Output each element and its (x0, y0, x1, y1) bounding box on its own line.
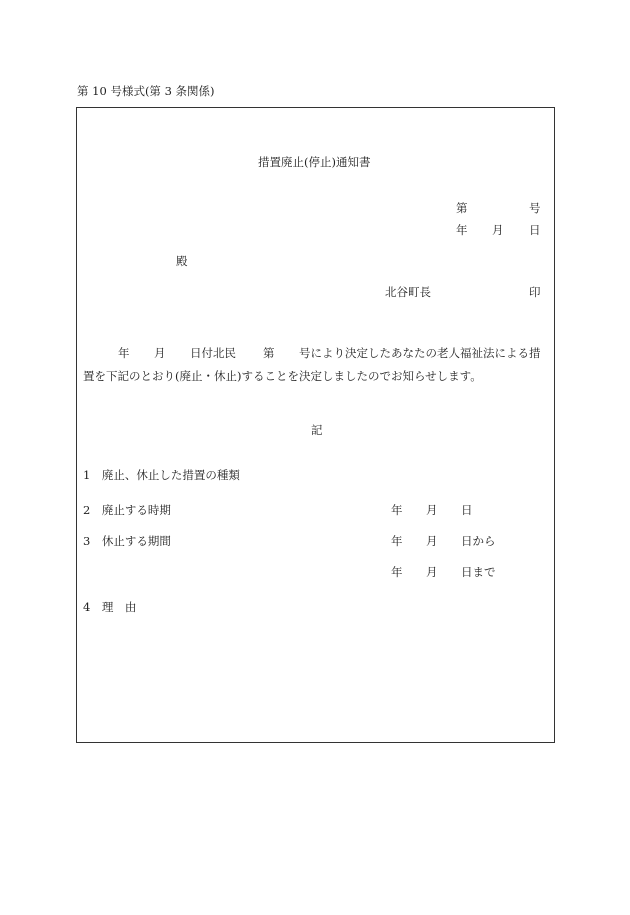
item-2-month: 月 (426, 503, 438, 517)
seal-mark: 印 (529, 285, 541, 299)
issue-date-year: 年 (456, 223, 468, 237)
body-line-1-rest: 号により決定したあなたの老人福祉法による措 (299, 346, 541, 360)
body-text-line-2: 置を下記のとおり(廃止・休止)することを決定しましたのでお知らせします。 (83, 369, 482, 383)
item-3-end-year: 年 (391, 565, 403, 579)
issue-date-day: 日 (529, 223, 541, 237)
item-3-end-month: 月 (426, 565, 438, 579)
item-3-start-month: 月 (426, 534, 438, 548)
item-4-label: 4 理 由 (83, 600, 137, 614)
item-2-day: 日 (461, 503, 473, 517)
item-3-end-day: 日まで (461, 565, 496, 579)
item-3-label: 3 休止する期間 (83, 534, 171, 548)
body-number-prefix: 第 (263, 346, 275, 360)
item-2-label: 2 廃止する時期 (83, 503, 171, 517)
issue-date-month: 月 (492, 223, 504, 237)
body-month: 月 (154, 346, 166, 360)
item-2-year: 年 (391, 503, 403, 517)
document-title: 措置廃止(停止)通知書 (258, 155, 371, 169)
issuer-name: 北谷町長 (385, 285, 431, 299)
ki-heading: 記 (311, 423, 323, 437)
item-1-label: 1 廃止、休止した措置の種類 (83, 468, 240, 482)
item-3-start-year: 年 (391, 534, 403, 548)
body-year: 年 (118, 346, 130, 360)
document-number-prefix: 第 (456, 201, 468, 215)
form-number-label: 第 10 号様式(第 3 条関係) (77, 84, 215, 98)
body-day-office: 日付北民 (190, 346, 236, 360)
item-3-start-day: 日から (461, 534, 496, 548)
document-number-suffix: 号 (529, 201, 541, 215)
addressee-honorific: 殿 (176, 254, 188, 268)
